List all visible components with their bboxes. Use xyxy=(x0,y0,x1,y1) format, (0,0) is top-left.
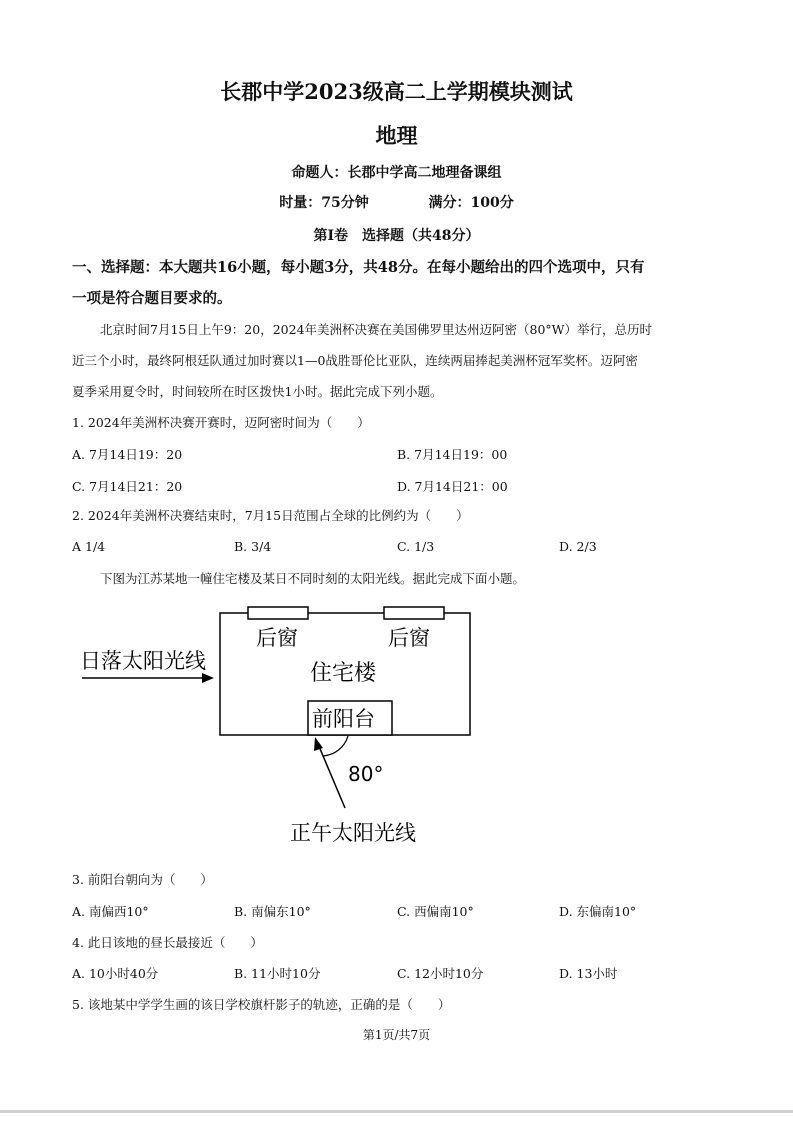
section-instruction-line1: 一、选择题：本大题共16小题，每小题3分，共48分。在每小题给出的四个选项中，只有 xyxy=(72,259,645,276)
passage1-line2: 近三个小时，最终阿根廷队通过加时赛以1—0战胜哥伦比亚队，连续两届捧起美洲杯冠军奖杯。迈阿密 xyxy=(72,353,638,368)
passage2: 下图为江苏某地一幢住宅楼及某日不同时刻的太阳光线。据此完成下面小题。 xyxy=(100,571,526,586)
page-number: 第1页/共7页 xyxy=(362,1028,431,1042)
passage1-line3: 夏季采用夏令时，时间较所在时区拨快1小时。据此完成下列小题。 xyxy=(72,384,443,399)
q3-stem: 3. 前阳台朝向为（ ） xyxy=(72,872,213,887)
q1-option-b: B. 7月14日19：00 xyxy=(397,447,508,462)
volume-heading: 第Ⅰ卷 选择题（共48分） xyxy=(313,228,480,244)
q5-stem: 5. 该地某中学学生画的该日学校旗杆影子的轨迹，正确的是（ ） xyxy=(72,997,451,1012)
sunset-ray-arrowhead xyxy=(202,673,214,683)
q2-option-c: C. 1/3 xyxy=(397,539,435,554)
q3-option-c: C. 西偏南10° xyxy=(397,904,474,919)
exam-title: 长郡中学2023级高二上学期模块测试 xyxy=(220,79,573,104)
rear-window-left xyxy=(248,607,308,619)
subject-title: 地理 xyxy=(375,123,418,148)
time-label: 时量：75分钟 xyxy=(279,195,369,211)
building-label: 住宅楼 xyxy=(310,661,377,686)
rear-window-right xyxy=(384,607,444,619)
q1-option-c: C. 7月14日21：20 xyxy=(72,479,183,494)
score-label: 满分：100分 xyxy=(428,195,514,211)
building-sunlight-figure xyxy=(60,598,500,860)
q4-stem: 4. 此日该地的昼长最接近（ ） xyxy=(72,935,263,950)
q1-option-d: D. 7月14日21：00 xyxy=(397,479,508,494)
noon-ray-label: 正午太阳光线 xyxy=(290,821,416,845)
balcony-label: 前阳台 xyxy=(312,707,375,731)
angle-label: 80° xyxy=(348,762,384,786)
q2-option-b: B. 3/4 xyxy=(234,539,272,554)
q2-stem: 2. 2024年美洲杯决赛结束时，7月15日范围占全球的比例约为（ ） xyxy=(72,508,469,523)
q4-option-b: B. 11小时10分 xyxy=(234,966,321,981)
passage1-line1: 北京时间7月15日上午9：20，2024年美洲杯决赛在美国佛罗里达州迈阿密（80°W）举行，总历时 xyxy=(100,322,653,337)
q4-option-a: A. 10小时40分 xyxy=(72,966,159,981)
q1-option-a: A. 7月14日19：20 xyxy=(72,447,183,462)
q2-option-d: D. 2/3 xyxy=(559,539,597,554)
q1-stem: 1. 2024年美洲杯决赛开赛时，迈阿密时间为（ ） xyxy=(72,415,370,430)
time-score-line xyxy=(0,192,793,212)
q2-option-a: A 1/4 xyxy=(72,539,106,554)
angle-arc xyxy=(323,736,348,756)
bottom-rule xyxy=(0,1110,793,1113)
q4-option-d: D. 13小时 xyxy=(559,966,618,981)
sunset-ray-label: 日落太阳光线 xyxy=(80,649,206,673)
noon-ray-arrowhead xyxy=(314,737,323,751)
q3-option-d: D. 东偏南10° xyxy=(559,904,637,919)
section-instruction-line2: 一项是符合题目要求的。 xyxy=(72,290,232,307)
rear-window-right-label: 后窗 xyxy=(388,626,430,650)
rear-window-left-label: 后窗 xyxy=(256,626,298,650)
q3-option-b: B. 南偏东10° xyxy=(234,904,311,919)
author-line: 命题人：长郡中学高二地理备课组 xyxy=(291,165,502,181)
q4-option-c: C. 12小时10分 xyxy=(397,966,484,981)
q3-option-a: A. 南偏西10° xyxy=(72,904,149,919)
